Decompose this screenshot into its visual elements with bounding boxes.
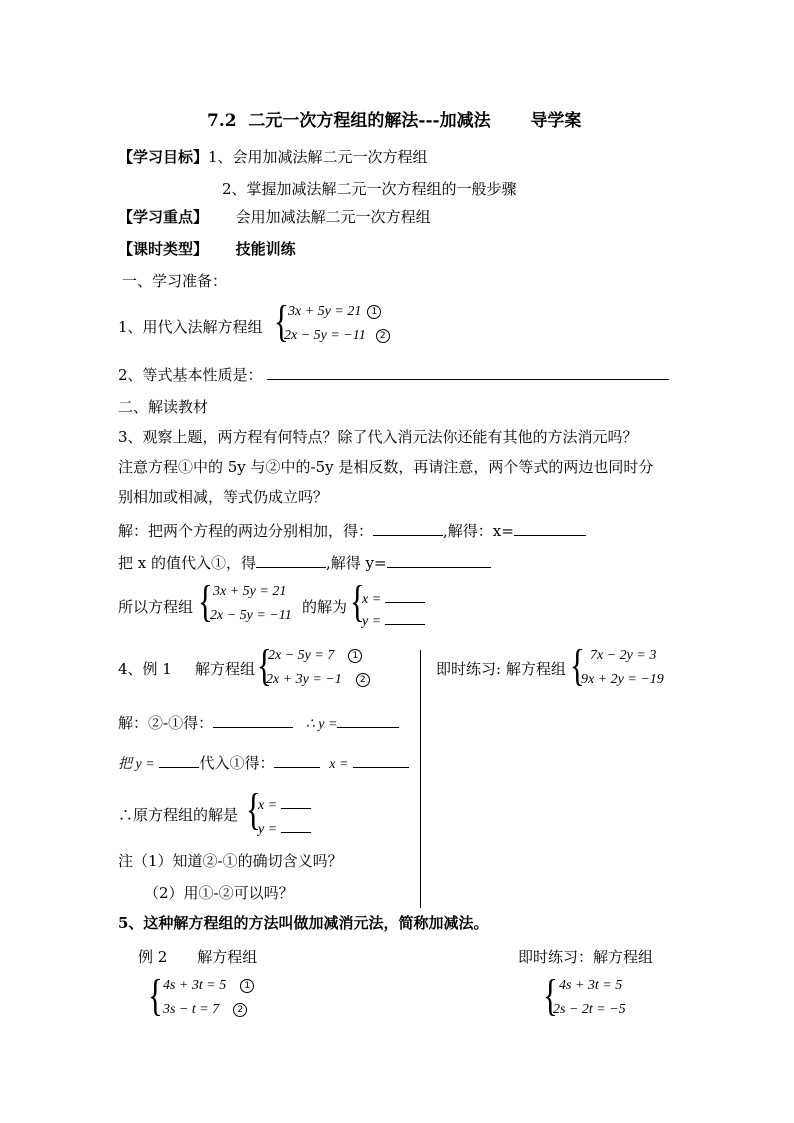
focus-label: 【学习重点】 [118,208,209,226]
title-number: 7.2 [207,111,237,131]
q3-sol-text-a: 解：把两个方程的两边分别相加，得： [118,522,374,540]
type-text: 技能训练 [235,240,296,258]
section-2-heading: 二、解读教材 [118,398,209,416]
answer-blank[interactable] [281,818,311,833]
brace-left-icon: { [570,641,585,690]
q3-res-eq2: 2x − 5y = −11 [210,608,292,623]
example-2-eq2 [163,1002,247,1018]
q4-x-row [258,794,311,814]
column-divider [420,650,421,908]
q3-x-label: x = [362,592,382,607]
q3-result-label: 所以方程组 [118,598,194,616]
brace-left-icon: { [543,971,558,1020]
answer-blank[interactable] [385,588,425,603]
goal-1: 1、会用加减法解二元一次方程组 [208,148,428,166]
q3-sub-text-b: ,解得 y= [326,554,387,572]
answer-blank[interactable] [337,713,399,728]
type-label: 【课时类型】 [118,240,209,258]
q4-therefore-y: ∴ y = [305,717,338,732]
answer-blank[interactable] [267,365,669,380]
q4-step2-y: 把 y = [118,757,155,772]
brace-left-icon: { [198,577,213,626]
focus-row [118,206,431,227]
answer-blank[interactable] [373,521,443,536]
q4-step1-text: 解：②-①得： [118,714,214,732]
brace-left-icon: { [257,641,272,690]
q4-step2-x: x = [329,757,349,772]
type-row [118,238,296,259]
q3-sub-text-a: 把 x 的值代入①，得 [118,554,256,572]
q1-eq2 [284,328,390,344]
section-1-heading: 一、学习准备： [122,272,228,290]
q4-result-label: ∴原方程组的解是 [118,806,239,824]
example-2-eq1-text: 4s + 3t = 5 [163,978,227,993]
q4-label: 4、例 1 [118,660,172,678]
answer-blank[interactable] [256,553,326,568]
q3-line-2: 注意方程①中的 5y 与②中的-5y 是相反数，再请注意，两个等式的两边也同时分 [118,458,654,476]
q4-eq1-text: 2x − 5y = 7 [268,648,335,663]
q4-solve: 解方程组 [195,660,256,678]
brace-left-icon: { [274,297,289,346]
q3-sol-text-b: ,解得：x= [443,522,514,540]
q4-eq2-text: 2x + 3y = −1 [266,672,342,687]
brace-left-icon: { [148,971,163,1020]
q3-substitute-row [118,552,491,573]
q4-step2-text: 代入①得： [199,754,275,772]
title-main: 二元一次方程组的解法---加减法 [248,111,491,131]
answer-blank[interactable] [274,753,320,768]
q4-note-2: （2）用①-②可以吗？ [144,884,294,902]
q3-line-1: 3、观察上题，两方程有何特点？除了代入消元法你还能有其他的方法消元吗？ [118,428,638,446]
brace-left-icon: { [350,577,365,626]
q3-res-eq1: 3x + 5y = 21 [213,584,287,599]
title-suffix: 导学案 [530,111,582,131]
answer-blank[interactable] [213,713,293,728]
q3-y-label: y = [362,614,382,629]
goal-2: 2、掌握加减法解二元一次方程组的一般步骤 [222,180,517,198]
answer-blank[interactable] [514,521,586,536]
circled-number-icon: 1 [348,649,362,663]
example-2-eq1 [163,978,254,994]
circled-number-icon: 2 [376,329,390,343]
circled-number-icon: 2 [233,1003,247,1017]
q3-y-row [362,610,425,630]
example-2-eq2-text: 3s − t = 7 [163,1002,220,1017]
q1-label: 1、用代入法解方程组 [118,318,263,336]
q2-label: 2、等式基本性质是： [118,366,263,384]
q3-x-row [362,588,425,608]
q2-row [118,364,669,385]
q3-result-mid: 的解为 [302,598,348,616]
q4-eq2 [266,672,370,688]
focus-text: 会用加减法解二元一次方程组 [235,208,431,226]
q1-eq2-text: 2x − 5y = −11 [284,328,366,343]
q3-solution-row [118,520,586,541]
answer-blank[interactable] [159,753,199,768]
q3-line-3: 别相加或相减，等式仍成立吗？ [118,488,329,506]
circled-number-icon: 1 [240,979,254,993]
q4-x-label: x = [258,798,278,813]
circled-number-icon: 2 [356,673,370,687]
q1-eq1 [288,304,381,320]
q4-y-label: y = [258,822,278,837]
q4-eq1 [268,648,362,664]
practice-2-eq2: 2s − 2t = −5 [553,1002,626,1017]
page-title [207,106,581,131]
answer-blank[interactable] [385,610,425,625]
answer-blank[interactable] [281,794,311,809]
goals-label: 【学习目标】 [118,148,209,166]
q4-y-row [258,818,311,838]
q4-note-1: 注（1）知道②-①的确切含义吗？ [118,852,343,870]
q1-eq1-text: 3x + 5y = 21 [288,304,362,319]
circled-number-icon: 1 [367,305,381,319]
practice-1-eq2: 9x + 2y = −19 [581,672,664,687]
example-2-label: 例 2 解方程组 [138,948,258,966]
practice-1-eq1: 7x − 2y = 3 [590,648,657,663]
answer-blank[interactable] [353,753,409,768]
practice-2-label: 即时练习：解方程组 [518,948,654,966]
practice-2-eq1: 4s + 3t = 5 [559,978,623,993]
answer-blank[interactable] [387,553,491,568]
q4-step-2 [118,752,409,773]
q4-step-1 [118,712,399,733]
practice-1-label: 即时练习: 解方程组 [436,660,566,678]
q5-text: 5、这种解方程组的方法叫做加减消元法，简称加减法。 [118,914,489,932]
brace-left-icon: { [246,785,261,834]
goals-row [118,146,428,167]
